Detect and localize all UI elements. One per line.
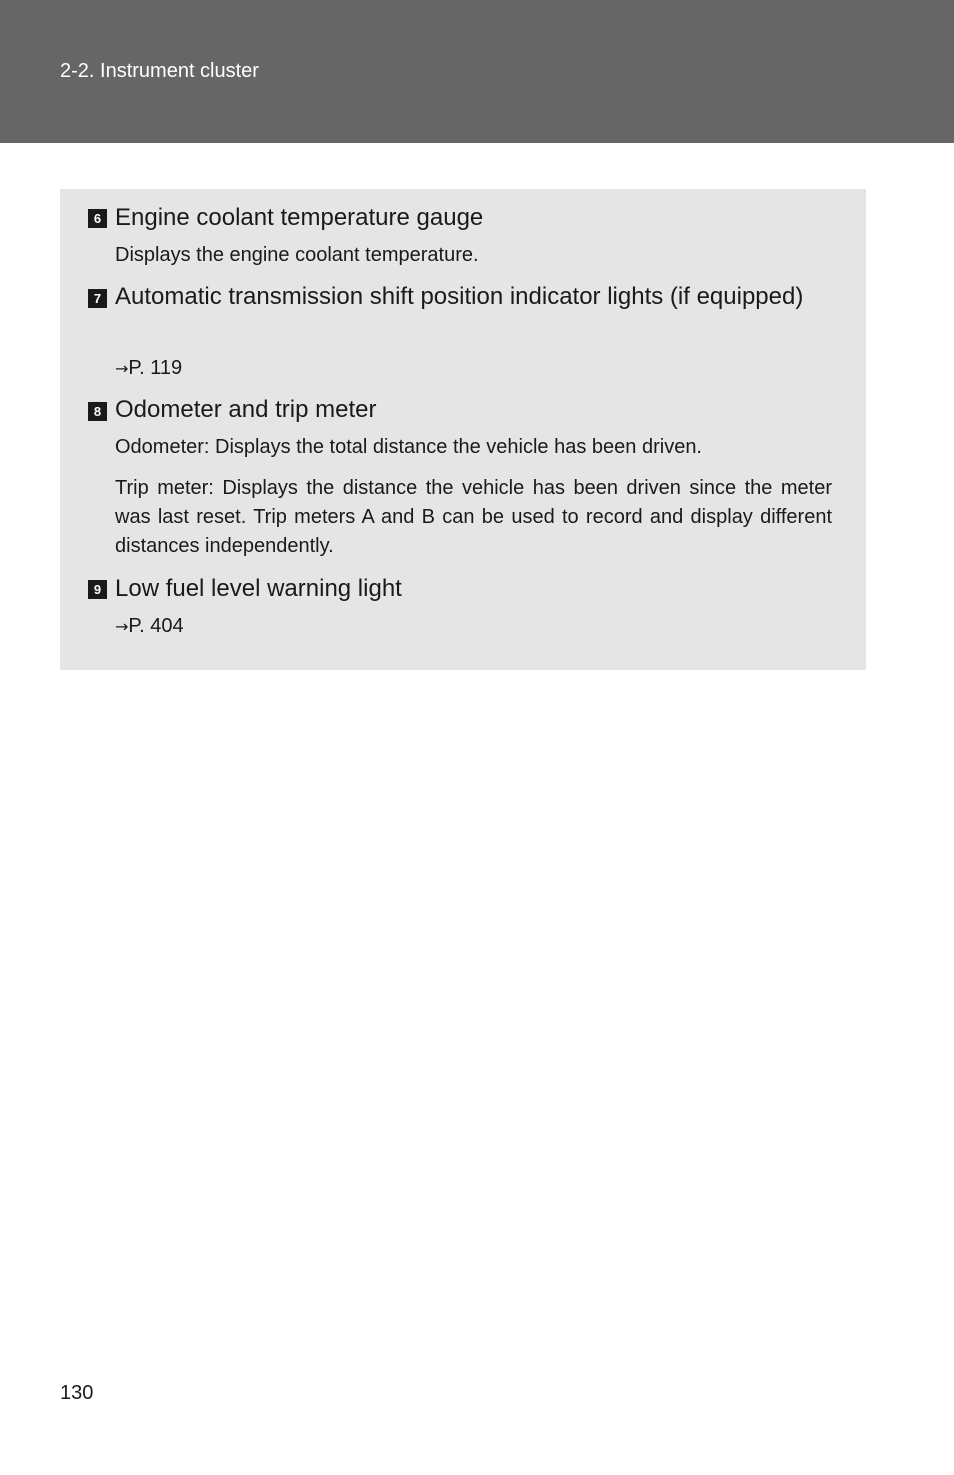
item-reference: [115, 354, 832, 383]
item-description-2: Trip meter: Displays the distance the vehicle has been driven since the meter was last reset. Trip meters A and B can be used to record and display different distances independently.: [115, 477, 832, 557]
item-heading: Engine coolant temperature gauge: [115, 204, 484, 231]
info-panel: [60, 189, 866, 670]
arrow-icon: →: [115, 359, 129, 378]
item-reference: [115, 612, 832, 641]
item-number-badge: 9: [88, 580, 107, 599]
section-title: 2-2. Instrument cluster: [60, 60, 259, 82]
item-heading: Low fuel level warning light: [115, 575, 402, 602]
page-number: 130: [60, 1382, 94, 1404]
item-heading: Odometer and trip meter: [115, 396, 377, 423]
header-band: [0, 0, 954, 143]
item-description: Odometer: Displays the total distance the vehicle has been driven.: [115, 436, 702, 458]
item-heading: Automatic transmission shift position indicator lights (if equipped): [115, 283, 804, 310]
item-number-badge: 7: [88, 289, 107, 308]
page-reference: P. 404: [128, 615, 184, 637]
item-description: Displays the engine coolant temperature.: [115, 244, 479, 266]
item-number-badge: 6: [88, 209, 107, 228]
page-reference: P. 119: [128, 357, 183, 379]
arrow-icon: →: [115, 617, 129, 636]
item-number-badge: 8: [88, 402, 107, 421]
